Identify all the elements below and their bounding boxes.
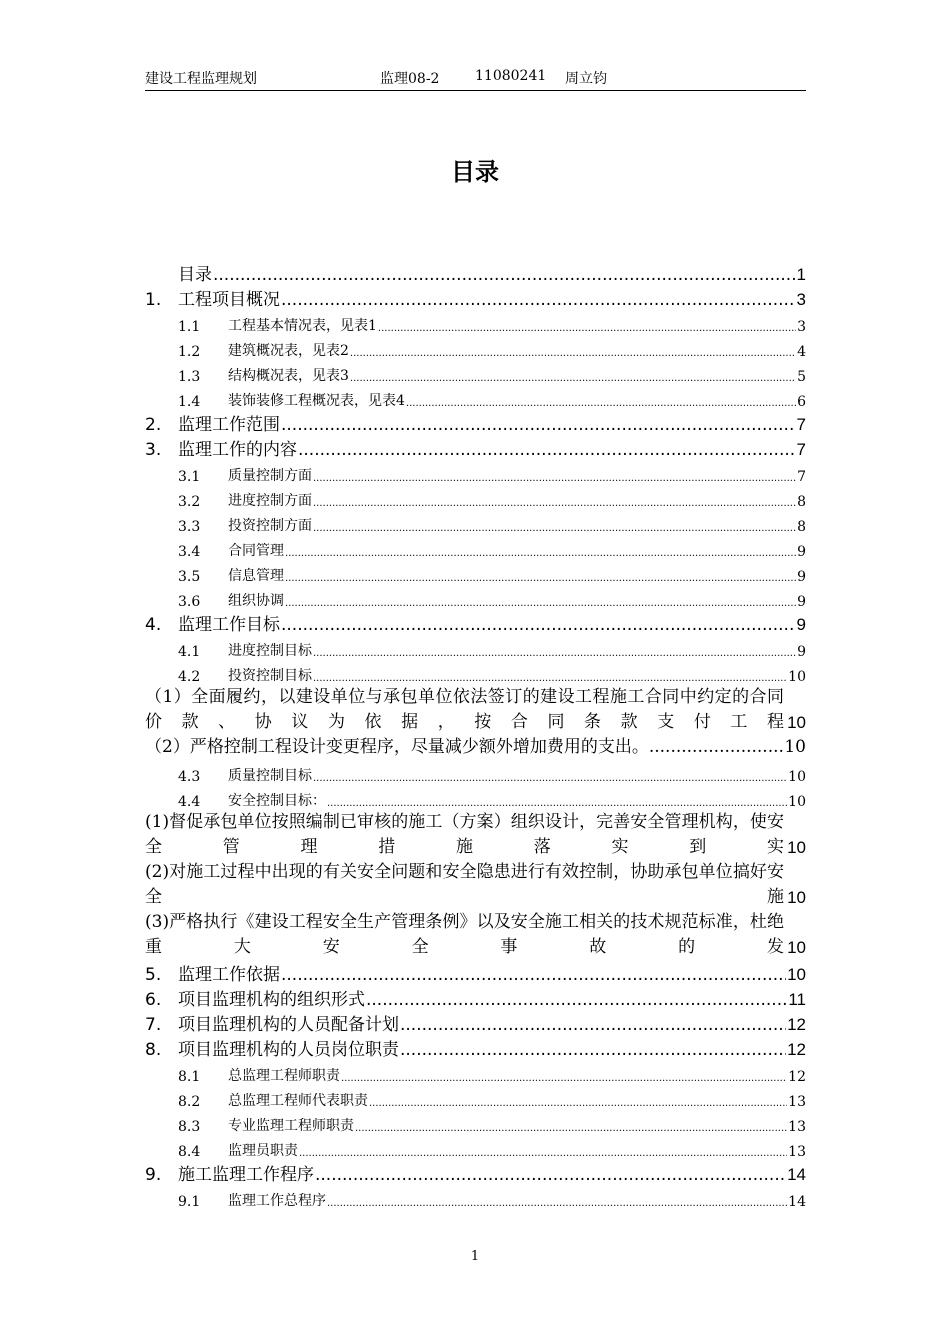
toc-text: 监理员职责 xyxy=(228,1143,298,1159)
toc-entry[interactable] xyxy=(145,985,806,1010)
toc-entry[interactable] xyxy=(145,960,806,985)
toc-number: 3.4 xyxy=(178,544,201,560)
toc-leader xyxy=(327,794,787,810)
toc-page: 1 xyxy=(796,265,806,284)
toc-number: 2. xyxy=(145,415,162,435)
toc-number: 3.1 xyxy=(178,469,201,485)
toc-number: 8. xyxy=(145,1040,162,1060)
toc-page: 12 xyxy=(787,1040,806,1059)
toc-number: 1.3 xyxy=(178,369,201,385)
toc-leader xyxy=(281,290,796,310)
toc-page: 10 xyxy=(787,885,806,910)
page-header xyxy=(145,68,806,91)
toc-number: 9. xyxy=(145,1165,162,1185)
table-of-contents xyxy=(145,260,806,1210)
toc-paragraph-entry[interactable] xyxy=(145,685,806,735)
toc-subentry[interactable] xyxy=(145,760,806,785)
toc-page: 7 xyxy=(796,415,806,434)
toc-number: 3.6 xyxy=(178,594,201,610)
toc-page: 12 xyxy=(788,1069,806,1085)
toc-number: 1.1 xyxy=(178,319,201,335)
toc-leader xyxy=(313,644,796,660)
toc-leader xyxy=(350,369,796,385)
toc-leader xyxy=(369,1094,787,1110)
toc-entry[interactable] xyxy=(145,435,806,460)
toc-number: 1.2 xyxy=(178,344,201,360)
toc-leader xyxy=(281,615,796,635)
toc-page: 13 xyxy=(788,1119,806,1135)
toc-leader xyxy=(313,519,796,535)
toc-number: 3. xyxy=(145,440,162,460)
toc-subentry[interactable] xyxy=(145,560,806,585)
toc-subentry[interactable] xyxy=(145,360,806,385)
header-class: 监理08-2 xyxy=(380,71,440,87)
header-doc-title: 建设工程监理规划 xyxy=(145,71,257,87)
toc-number: 1.4 xyxy=(178,394,201,410)
toc-number: 3.3 xyxy=(178,519,201,535)
toc-page: 10 xyxy=(787,935,806,960)
toc-leader xyxy=(400,1040,786,1060)
toc-page: 5 xyxy=(797,369,806,385)
toc-page: 3 xyxy=(797,319,806,335)
toc-text: (3)严格执行《建设工程安全生产管理条例》以及安全施工相关的技术规范标准，杜绝重大安全事故的发 xyxy=(145,912,784,957)
toc-text: (2)对施工过程中出现的有关安全问题和安全隐患进行有效控制，协助承包单位搞好安全施 xyxy=(145,862,784,907)
toc-text: 监理工作目标 xyxy=(178,615,280,635)
toc-text: 项目监理机构的人员岗位职责 xyxy=(178,1040,399,1060)
toc-number: 8.2 xyxy=(178,1094,201,1110)
toc-text: 总监理工程师职责 xyxy=(228,1068,340,1084)
toc-leader xyxy=(298,440,796,460)
toc-page: 10 xyxy=(784,737,806,757)
toc-text: 质量控制目标 xyxy=(228,768,312,784)
toc-paragraph-entry[interactable] xyxy=(145,860,806,910)
toc-entry[interactable] xyxy=(145,260,806,285)
toc-page: 10 xyxy=(787,835,806,860)
toc-page: 13 xyxy=(788,1094,806,1110)
toc-number: 8.4 xyxy=(178,1144,201,1160)
toc-page: 10 xyxy=(787,710,806,735)
toc-page: 9 xyxy=(797,569,806,585)
toc-leader xyxy=(313,469,796,485)
header-name: 周立钧 xyxy=(565,71,607,87)
toc-leader xyxy=(378,319,796,335)
toc-page: 11 xyxy=(788,990,806,1009)
toc-text: （2）严格控制工程设计变更程序，尽量减少额外增加费用的支出。 xyxy=(145,737,649,757)
toc-leader xyxy=(366,990,787,1010)
toc-text: 投资控制目标 xyxy=(228,668,312,684)
toc-number: 4.1 xyxy=(178,644,201,660)
toc-text: 项目监理机构的人员配备计划 xyxy=(178,1015,399,1035)
toc-paragraph-entry[interactable] xyxy=(145,910,806,960)
toc-page: 9 xyxy=(797,544,806,560)
toc-number: 8.1 xyxy=(178,1069,201,1085)
toc-number: 5. xyxy=(145,965,162,985)
toc-leader xyxy=(315,1165,786,1185)
toc-entry[interactable] xyxy=(145,285,806,310)
toc-page: 10 xyxy=(787,965,806,984)
toc-leader xyxy=(341,1069,787,1085)
toc-text: 专业监理工程师职责 xyxy=(228,1118,354,1134)
toc-entry[interactable] xyxy=(145,1035,806,1060)
toc-number: 1. xyxy=(145,290,162,310)
toc-text: 投资控制方面 xyxy=(228,518,312,534)
toc-page: 6 xyxy=(797,394,806,410)
header-student-id: 11080241 xyxy=(475,68,547,84)
toc-number: 9.1 xyxy=(178,1194,201,1210)
toc-subentry[interactable] xyxy=(145,510,806,535)
toc-text: (1)督促承包单位按照编制已审核的施工（方案）组织设计，完善安全管理机构，使安全管理措施落实到实 xyxy=(145,812,784,857)
toc-leader xyxy=(400,1015,786,1035)
toc-subentry[interactable] xyxy=(145,785,806,810)
toc-page: 3 xyxy=(796,290,806,309)
toc-number: 6. xyxy=(145,990,162,1010)
toc-text: 进度控制方面 xyxy=(228,493,312,509)
toc-subentry[interactable] xyxy=(145,1060,806,1085)
toc-paragraph-entry[interactable] xyxy=(145,810,806,860)
toc-page: 10 xyxy=(788,769,806,785)
toc-text: 施工监理工作程序 xyxy=(178,1165,314,1185)
page-title: 目录 xyxy=(451,158,499,186)
toc-number: 3.5 xyxy=(178,569,201,585)
toc-page: 14 xyxy=(788,1194,806,1210)
toc-number: 4.4 xyxy=(178,794,201,810)
toc-subentry[interactable] xyxy=(145,310,806,335)
toc-number: 3.2 xyxy=(178,494,201,510)
toc-subentry[interactable] xyxy=(145,460,806,485)
toc-paragraph-entry[interactable] xyxy=(145,735,806,760)
toc-text: 总监理工程师代表职责 xyxy=(228,1093,368,1109)
toc-text: 安全控制目标： xyxy=(228,793,326,809)
toc-leader xyxy=(213,265,796,285)
toc-number: 4. xyxy=(145,615,162,635)
toc-text: 监理工作范围 xyxy=(178,415,280,435)
toc-page: 10 xyxy=(788,794,806,810)
toc-leader xyxy=(281,965,786,985)
toc-entry[interactable] xyxy=(145,1160,806,1185)
toc-entry[interactable] xyxy=(145,410,806,435)
toc-text: 装饰装修工程概况表，见表4 xyxy=(228,393,405,409)
toc-text: 工程基本情况表，见表1 xyxy=(228,318,377,334)
toc-page: 9 xyxy=(797,644,806,660)
toc-page: 10 xyxy=(788,669,806,685)
toc-text: 结构概况表，见表3 xyxy=(228,368,349,384)
toc-subentry[interactable] xyxy=(145,660,806,685)
toc-entry[interactable] xyxy=(145,610,806,635)
toc-text: 监理工作的内容 xyxy=(178,440,297,460)
toc-leader xyxy=(285,544,796,560)
toc-text: 监理工作总程序 xyxy=(228,1193,326,1209)
toc-page: 8 xyxy=(797,519,806,535)
toc-page: 7 xyxy=(796,440,806,459)
toc-leader xyxy=(285,594,796,610)
toc-page: 14 xyxy=(787,1165,806,1184)
toc-text: 合同管理 xyxy=(228,543,284,559)
toc-page: 8 xyxy=(797,494,806,510)
toc-leader xyxy=(313,769,787,785)
toc-number: 8.3 xyxy=(178,1119,201,1135)
toc-entry[interactable] xyxy=(145,1010,806,1035)
toc-leader xyxy=(649,735,785,760)
toc-text: 项目监理机构的组织形式 xyxy=(178,990,365,1010)
toc-page: 9 xyxy=(797,594,806,610)
toc-text: 监理工作依据 xyxy=(178,965,280,985)
toc-page: 13 xyxy=(788,1144,806,1160)
toc-page: 4 xyxy=(797,344,806,360)
toc-text: 工程项目概况 xyxy=(178,290,280,310)
toc-subentry[interactable] xyxy=(145,1185,806,1210)
toc-text: 进度控制目标 xyxy=(228,643,312,659)
toc-text: （1）全面履约，以建设单位与承包单位依法签订的建设工程施工合同中约定的合同价款、协议为依据，按合同条款支付工程 xyxy=(145,687,784,732)
toc-leader xyxy=(281,415,796,435)
toc-page: 7 xyxy=(797,469,806,485)
toc-subentry[interactable] xyxy=(145,1110,806,1135)
toc-text: 信息管理 xyxy=(228,568,284,584)
toc-subentry[interactable] xyxy=(145,335,806,360)
toc-number: 4.2 xyxy=(178,669,201,685)
toc-subentry[interactable] xyxy=(145,585,806,610)
toc-leader xyxy=(355,1119,787,1135)
toc-page: 12 xyxy=(787,1015,806,1034)
page-number: 1 xyxy=(470,1249,480,1264)
toc-text: 目录 xyxy=(178,265,212,285)
toc-text: 组织协调 xyxy=(228,593,284,609)
toc-leader xyxy=(313,494,796,510)
toc-subentry[interactable] xyxy=(145,385,806,410)
toc-number: 7. xyxy=(145,1015,162,1035)
toc-leader xyxy=(350,344,796,360)
toc-subentry[interactable] xyxy=(145,635,806,660)
toc-subentry[interactable] xyxy=(145,1085,806,1110)
toc-leader xyxy=(285,569,796,585)
toc-leader xyxy=(327,1194,787,1210)
toc-leader xyxy=(299,1144,787,1160)
toc-subentry[interactable] xyxy=(145,485,806,510)
toc-text: 质量控制方面 xyxy=(228,468,312,484)
toc-page: 9 xyxy=(796,615,806,634)
toc-number: 4.3 xyxy=(178,769,201,785)
toc-text: 建筑概况表，见表2 xyxy=(228,343,349,359)
toc-leader xyxy=(406,394,796,410)
toc-subentry[interactable] xyxy=(145,535,806,560)
toc-leader xyxy=(313,669,787,685)
toc-subentry[interactable] xyxy=(145,1135,806,1160)
